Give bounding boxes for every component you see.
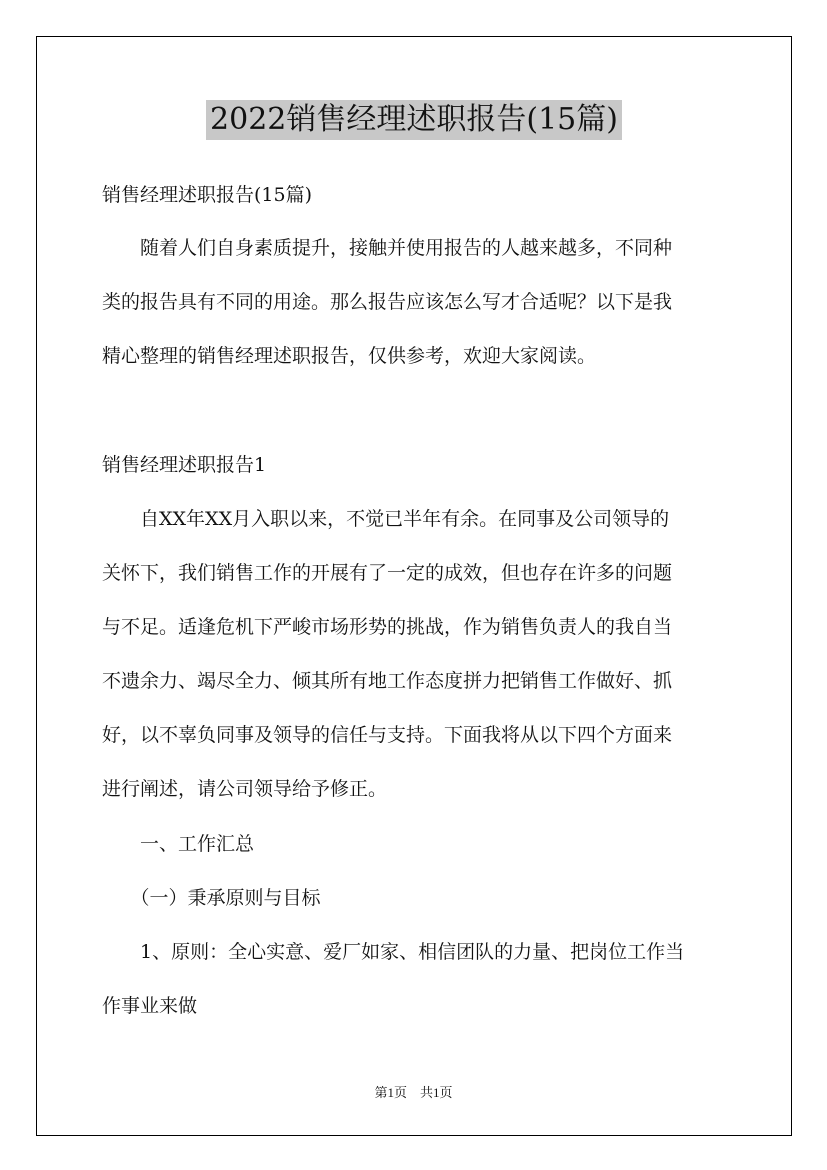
title-wrap — [102, 100, 726, 140]
page-footer: 第1页 共1页 — [374, 1085, 453, 1100]
body-line: 好，以不辜负同事及领导的信任与支持。下面我将从以下四个方面来 — [102, 724, 673, 746]
body-line: 与不足。适逢危机下严峻市场形势的挑战，作为销售负责人的我自当 — [102, 616, 673, 638]
section-heading: 销售经理述职报告1 — [102, 454, 267, 476]
body-line: 关怀下，我们销售工作的开展有了一定的成效，但也存在许多的问题 — [102, 562, 673, 584]
document-title: 2022销售经理述职报告(15篇) — [206, 100, 622, 140]
body-line: 自XX年XX月入职以来，不觉已半年有余。在同事及公司领导的 — [102, 508, 670, 530]
intro-line: 精心整理的销售经理述职报告，仅供参考，欢迎大家阅读。 — [102, 345, 597, 367]
body-line: 进行阐述，请公司领导给予修正。 — [102, 778, 388, 800]
document-subtitle: 销售经理述职报告(15篇) — [102, 184, 313, 206]
outline-item: （一）秉承原则与目标 — [102, 887, 321, 909]
outline-item: 一、工作汇总 — [102, 833, 255, 855]
principle-line: 1、原则：全心实意、爱厂如家、相信团队的力量、把岗位工作当 — [102, 941, 685, 963]
intro-line: 随着人们自身素质提升，接触并使用报告的人越来越多，不同种 — [102, 237, 673, 259]
body-line: 不遗余力、竭尽全力、倾其所有地工作态度拼力把销售工作做好、抓 — [102, 670, 673, 692]
principle-line: 作事业来做 — [102, 995, 198, 1017]
intro-line: 类的报告具有不同的用途。那么报告应该怎么写才合适呢？以下是我 — [102, 291, 673, 313]
